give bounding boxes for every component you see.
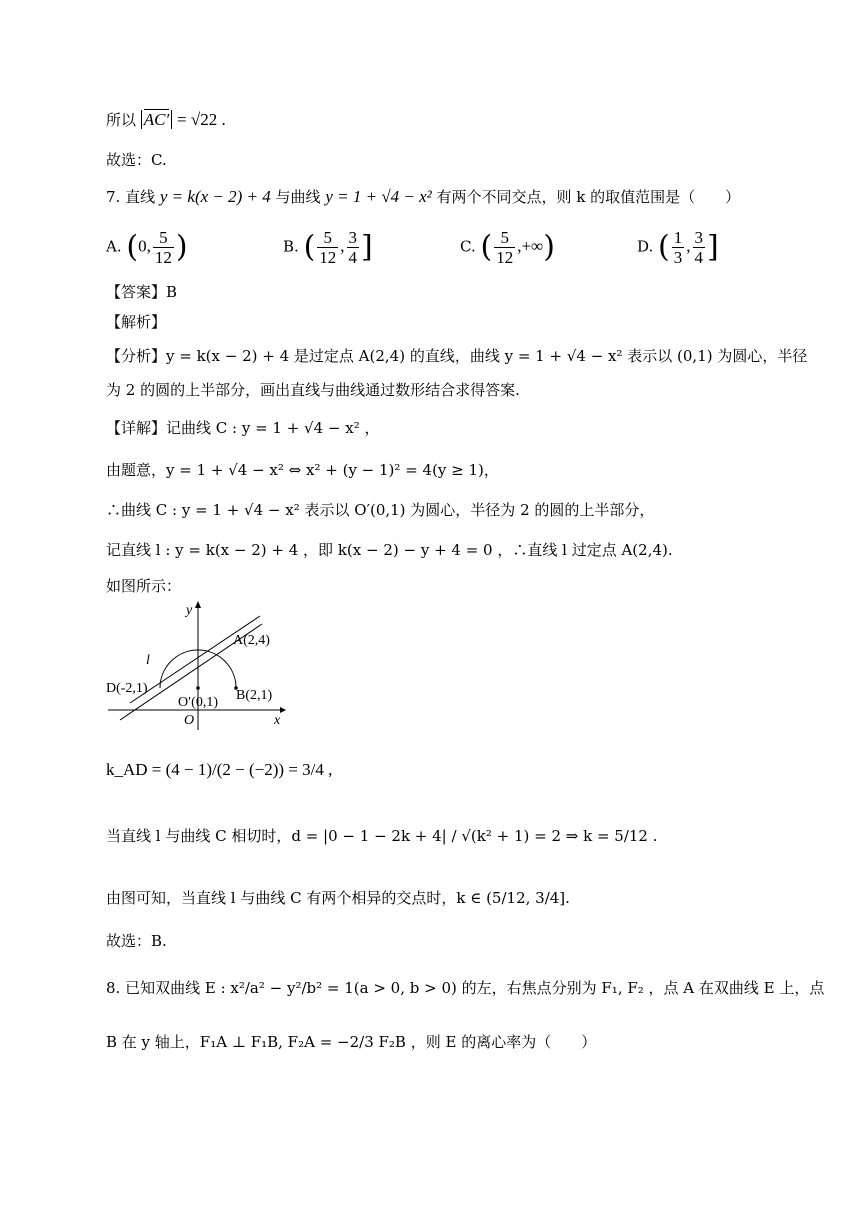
slope-kad: k_AD = (4 − 1)/(2 − (−2)) = 3/4 , (106, 760, 333, 779)
analysis-heading: 【解析】 (106, 313, 167, 331)
label-d: D(-2,1) (106, 681, 148, 696)
label-x: x (274, 713, 281, 728)
range-conclusion: 由图可知，当直线 l 与曲线 C 有两个相异的交点时，k ∈ (5/12, 3/4]. (106, 889, 570, 907)
option-b-label: B. (283, 237, 299, 256)
text-prefix: 所以 (106, 111, 137, 129)
question-8-line-2: B 在 y 轴上，F₁A ⊥ F₁B, F₂A = −2/3 F₂B ，则 E 的离心率为（ ） (106, 1033, 597, 1051)
y-axis-arrow (195, 601, 201, 608)
q7-number: 7. 直线 (106, 188, 156, 206)
q7-mid: 与曲线 (275, 188, 321, 206)
detail-line-1: 【详解】记曲线 C : y = 1 + √4 − x² ， (106, 419, 380, 437)
label-l: l (146, 653, 150, 668)
option-d: D. ( $\frac{1}{3}$ , $\frac{3}{4}$ ] (637, 228, 719, 267)
analysis-fenxi-2: 为 2 的圆的上半部分，画出直线与曲线通过数形结合求得答案. (106, 381, 520, 399)
vector-ac (141, 110, 172, 129)
result-sqrt22: = √22 . (177, 110, 226, 129)
x-axis-arrow (280, 707, 286, 713)
label-b: B(2,1) (236, 688, 273, 703)
question-7 (106, 187, 740, 207)
q7-curve-eq: y = 1 + √4 − x² (325, 187, 432, 206)
label-o: O (184, 713, 195, 728)
vec-ac-text: AC′ (143, 110, 170, 129)
label-oprime: O′(0,1) (178, 695, 218, 710)
geometry-figure (100, 596, 300, 732)
q7-line-eq: y = k(x − 2) + 4 (159, 187, 271, 206)
point-oprime (196, 686, 200, 690)
label-a: A(2,4) (233, 633, 270, 648)
figure-intro: 如图所示： (106, 577, 182, 595)
tangent-condition: 当直线 l 与曲线 C 相切时，d = |0 − 1 − 2k + 4| / √(k² + 1) = 2 ⇒ k = 5/12 . (106, 827, 658, 845)
option-c-label: C. (460, 237, 476, 256)
detail-line-3: ∴曲线 C : y = 1 + √4 − x² 表示以 O′(0,1) 为圆心，半径为 2 的圆的上半部分， (106, 501, 655, 519)
label-y: y (186, 603, 193, 618)
detail-line-4: 记直线 l : y = k(x − 2) + 4 ，即 k(x − 2) − y + 4 = 0 ，∴直线 l 过定点 A(2,4). (106, 541, 673, 559)
analysis-fenxi-1: 【分析】y = k(x − 2) + 4 是过定点 A(2,4) 的直线，曲线 y = 1 + √4 − x² 表示以 (0,1) 为圆心，半径 (106, 347, 808, 365)
choose-c: 故选：C. (106, 151, 167, 169)
q7-tail: 有两个不同交点，则 k 的取值范围是（ ） (436, 188, 741, 206)
option-b: B. ( $\frac{5}{12}$ , $\frac{3}{4}$ ] (283, 228, 373, 267)
option-a: A. (0, $\frac{5}{12}$ ) (106, 228, 188, 267)
answer-line: 【答案】B (106, 283, 178, 301)
option-c: C. ( $\frac{5}{12}$ ,+∞) (460, 228, 555, 267)
option-d-label: D. (637, 237, 654, 256)
choose-b: 故选：B. (106, 932, 167, 950)
option-a-label: A. (106, 237, 122, 256)
detail-line-2: 由题意，y = 1 + √4 − x² ⇔ x² + (y − 1)² = 4(y ≥ 1)， (106, 461, 499, 479)
question-8-line-1: 8. 已知双曲线 E : x²/a² − y²/b² = 1(a > 0, b > 0) 的左，右焦点分别为 F₁, F₂ ，点 A 在双曲线 E 上，点 (106, 979, 825, 997)
line-result-ac (106, 110, 226, 130)
